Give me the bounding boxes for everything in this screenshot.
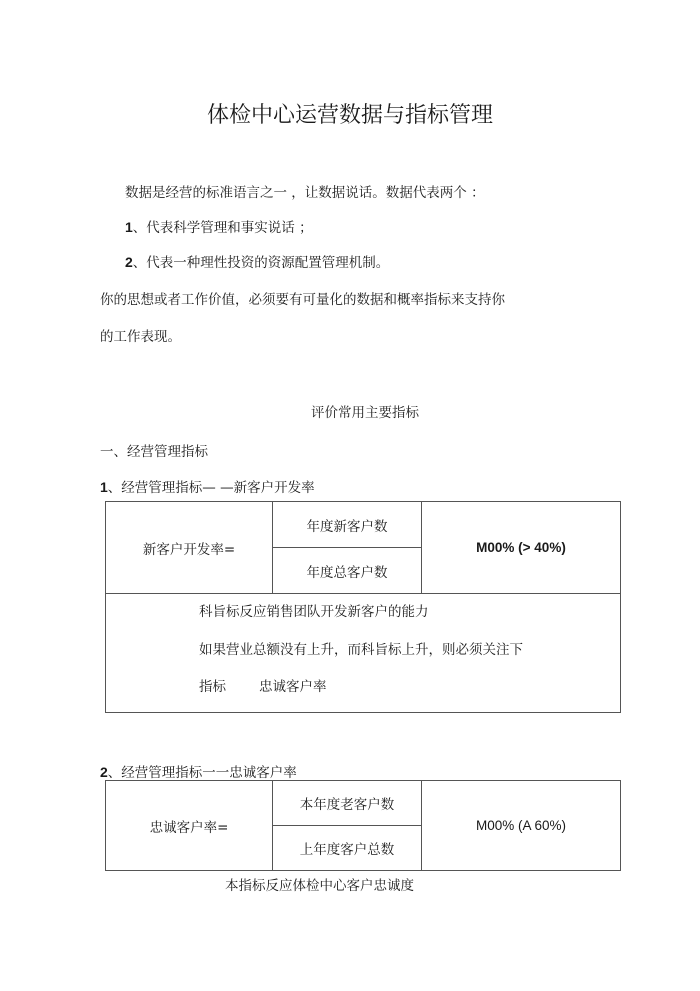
section-heading: 评价常用主要指标 <box>311 405 419 421</box>
indicator-title: 、经营管理指标一一忠诚客户率 <box>107 765 297 781</box>
indicator-note <box>106 594 621 713</box>
point-number: 1 <box>125 219 133 235</box>
note-line: 忠诚客户率 <box>259 679 327 695</box>
formula-denominator: 上年度客户总数 <box>273 826 422 871</box>
point-text: 、代表一种理性投资的资源配置管理机制。 <box>132 255 390 271</box>
intro-paragraph-line: 你的思想或者工作价值，必须要有可量化的数据和概率指标来支持你 <box>100 292 505 308</box>
indicator-title: 、经营管理指标— —新客户开发率 <box>107 480 315 496</box>
indicator-note: 本指标反应体检中心客户忠诚度 <box>225 878 414 894</box>
formula-denominator: 年度总客户数 <box>273 548 422 594</box>
point-text: 、代表科学管理和事实说话 ； <box>132 220 313 236</box>
formula-ratio: M00% (A 60%) <box>422 781 621 871</box>
intro-paragraph-line: 的工作表现。 <box>100 329 181 345</box>
intro-point-1 <box>125 216 313 236</box>
formula-label: 忠诚客户率= <box>106 781 273 871</box>
indicator-heading <box>100 476 315 496</box>
indicator-heading <box>100 761 297 781</box>
indicator-number: 1 <box>100 479 108 495</box>
note-line: 如果营业总额没有上升，而科旨标上升，则必须关注下 <box>199 642 523 658</box>
point-number: 2 <box>125 254 133 270</box>
formula-numerator: 年度新客户数 <box>273 502 422 548</box>
page-title: 体检中心运营数据与指标管理 <box>206 103 493 128</box>
note-line: 指标 <box>199 679 226 695</box>
note-line: 科旨标反应销售团队开发新客户的能力 <box>199 604 429 620</box>
indicator-1-table <box>105 501 621 713</box>
intro-line: 数据是经营的标准语言之一 ，让数据说话。数据代表两个 ： <box>125 185 485 201</box>
formula-ratio: M00% (> 40%) <box>422 502 621 594</box>
formula-numerator: 本年度老客户数 <box>273 781 422 826</box>
indicator-number: 2 <box>100 764 108 780</box>
intro-point-2 <box>125 251 389 271</box>
part-heading: 一、经营管理指标 <box>100 444 208 460</box>
indicator-2-table <box>105 780 621 871</box>
formula-label: 新客户开发率= <box>106 502 273 594</box>
